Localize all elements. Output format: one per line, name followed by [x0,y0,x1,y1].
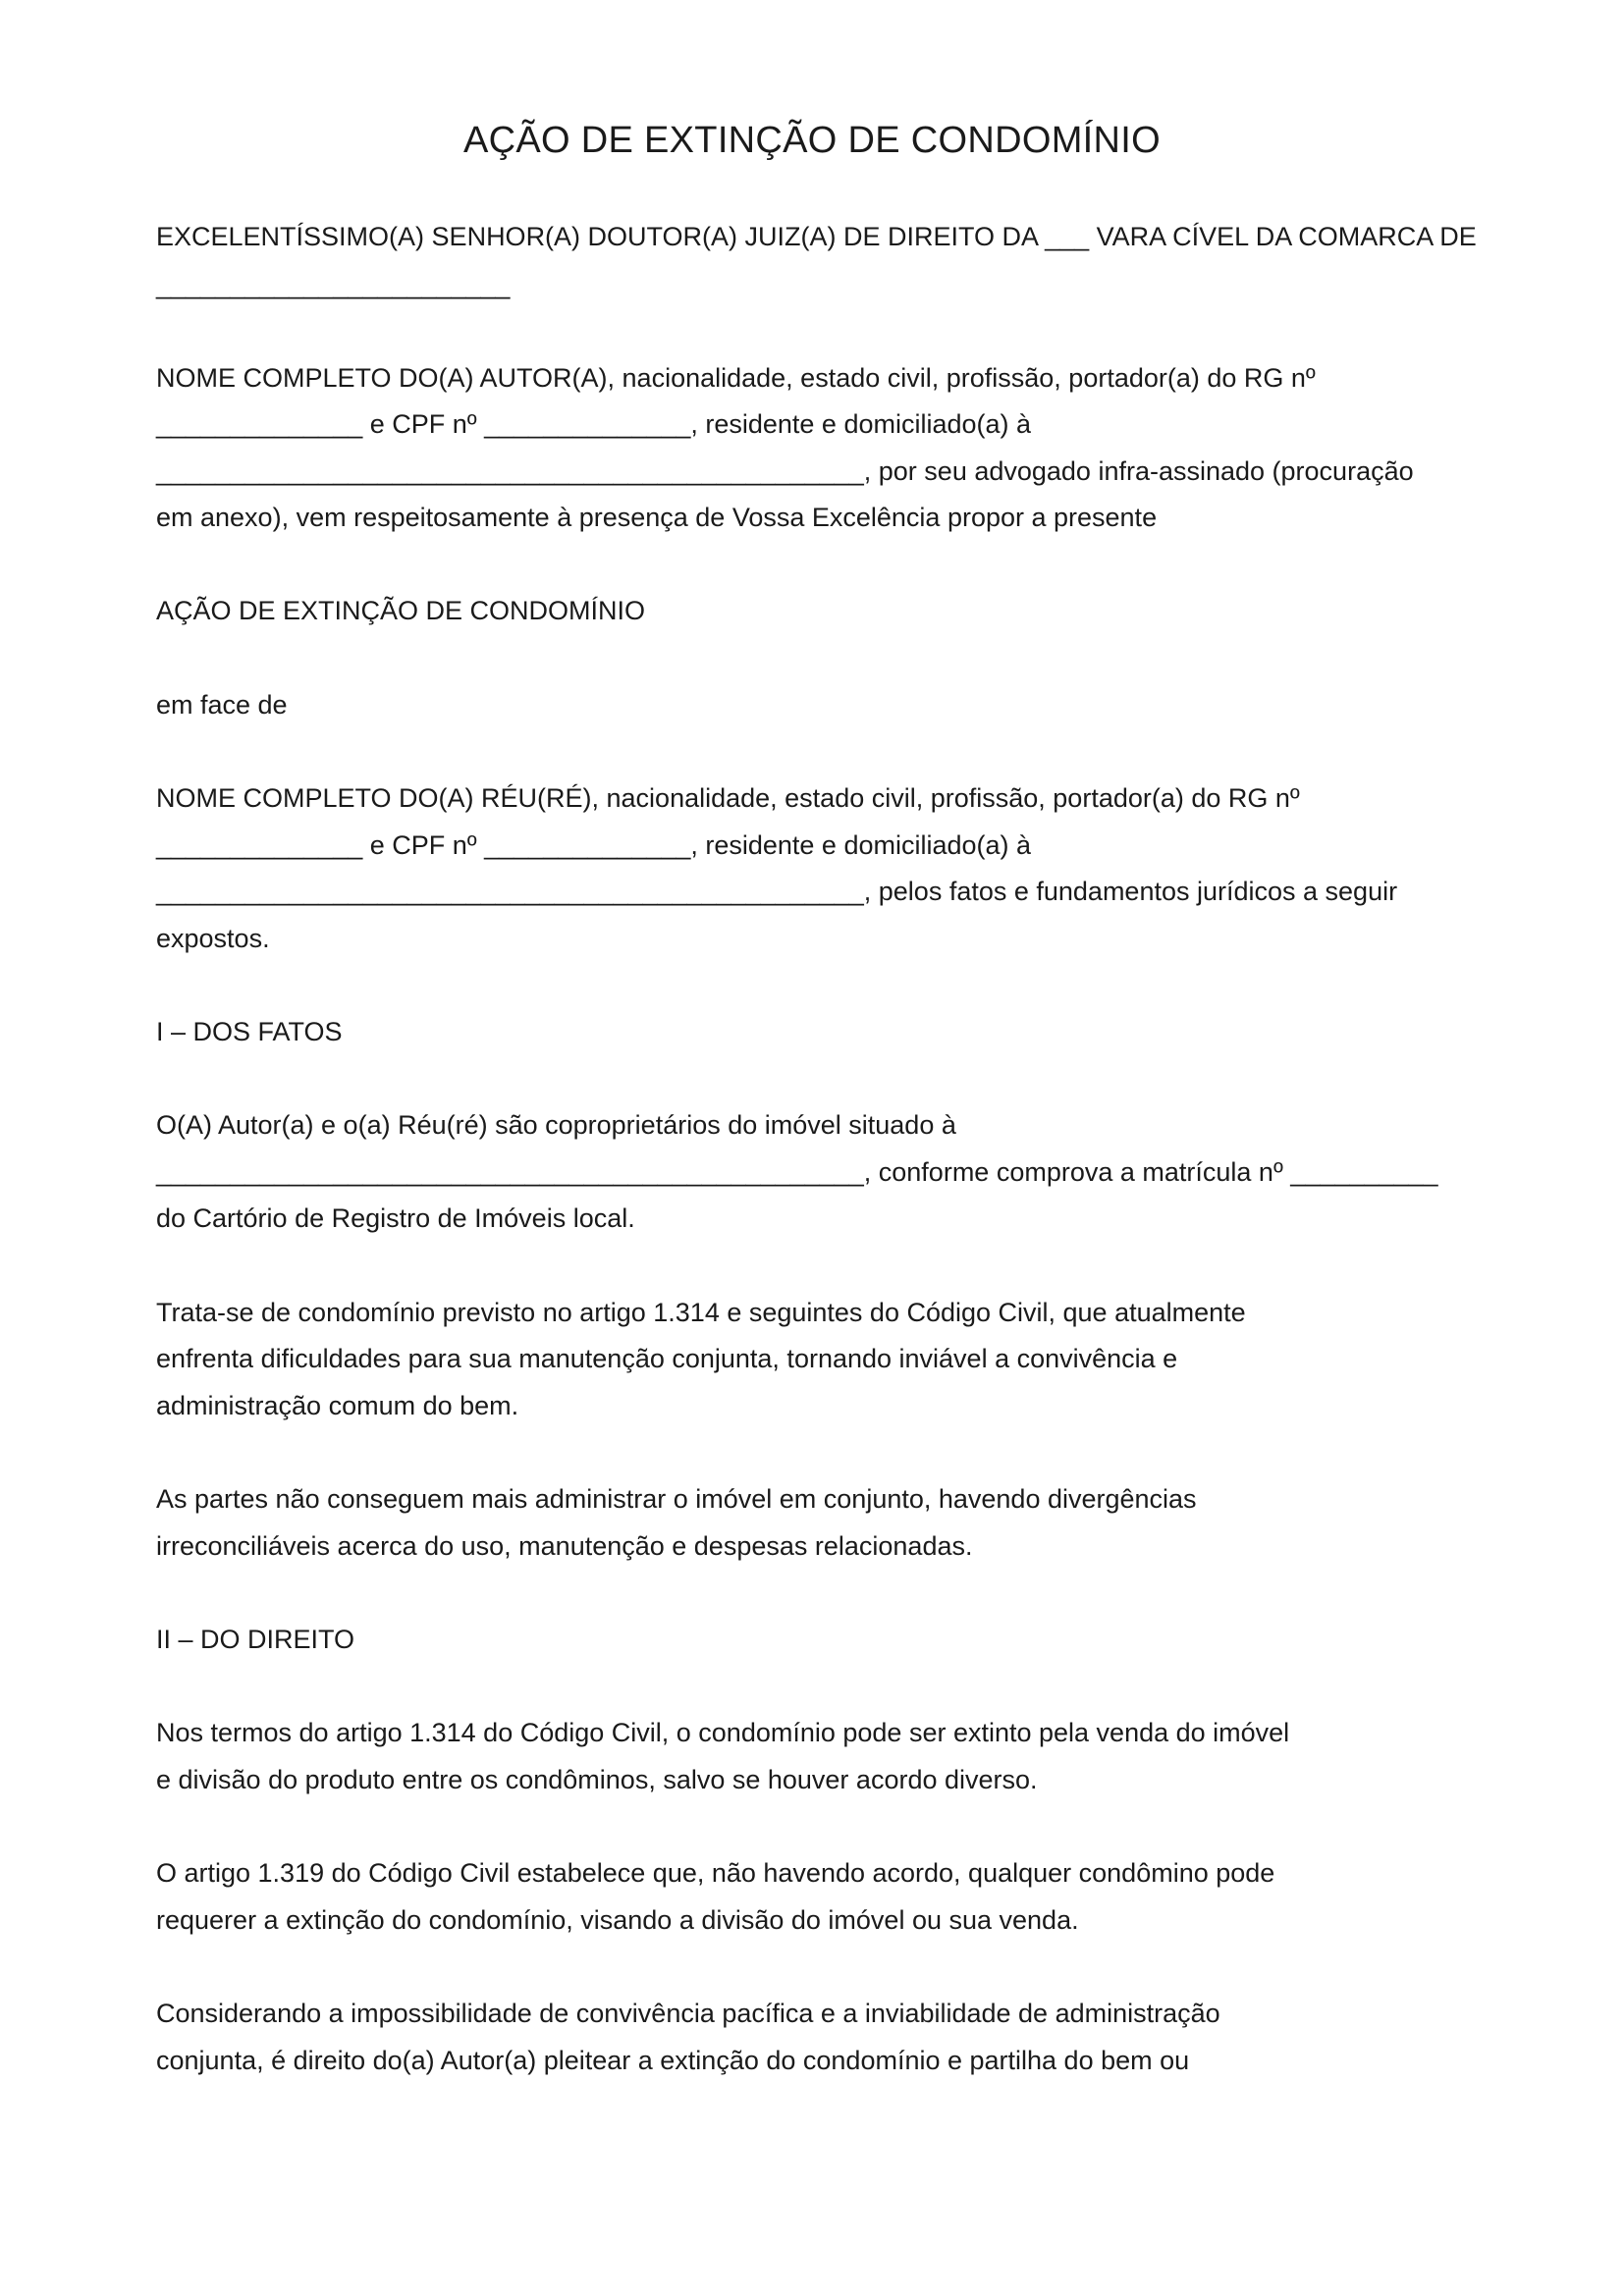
law-p1-line-1: Nos termos do artigo 1.314 do Código Civil, o condomínio pode ser extinto pela venda do imóvel [156,1718,1290,1747]
addressee-line-1: EXCELENTÍSSIMO(A) SENHOR(A) DOUTOR(A) JUIZ(A) DE DIREITO DA ___ VARA CÍVEL DA COMARCA DE [156,222,1477,251]
law-heading: II – DO DIREITO [156,1625,355,1654]
defendant-line-1: NOME COMPLETO DO(A) RÉU(RÉ), nacionalidade, estado civil, profissão, portador(a) do RG nº [156,783,1300,813]
facts-p2-line-3: administração comum do bem. [156,1391,519,1420]
facts-p3-line-2: irreconciliáveis acerca do uso, manutenção e despesas relacionadas. [156,1531,973,1561]
law-p1-line-2: e divisão do produto entre os condôminos, salvo se houver acordo diverso. [156,1765,1038,1794]
facts-p1-line-2: ________________________________________________, conforme comprova a matrícula nº __________ [156,1157,1438,1187]
defendant-line-3: ________________________________________________, pelos fatos e fundamentos jurídicos a seguir [156,877,1398,906]
law-p2-line-1: O artigo 1.319 do Código Civil estabelece que, não havendo acordo, qualquer condômino pode [156,1858,1275,1888]
facts-p2-line-2: enfrenta dificuldades para sua manutenção conjunta, tornando inviável a convivência e [156,1344,1178,1373]
document-title: AÇÃO DE EXTINÇÃO DE CONDOMÍNIO [463,120,1161,161]
plaintiff-line-2: ______________ e CPF nº ______________, residente e domiciliado(a) à [156,409,1032,439]
law-p2-line-2: requerer a extinção do condomínio, visando a divisão do imóvel ou sua venda. [156,1905,1079,1935]
plaintiff-line-4: em anexo), vem respeitosamente à presença de Vossa Excelência propor a presente [156,503,1158,532]
facts-heading: I – DOS FATOS [156,1017,343,1046]
defendant-line-4: expostos. [156,924,270,953]
facts-p1-line-3: do Cartório de Registro de Imóveis local. [156,1203,635,1233]
action-name: AÇÃO DE EXTINÇÃO DE CONDOMÍNIO [156,596,646,625]
facts-p2-line-1: Trata-se de condomínio previsto no artigo 1.314 e seguintes do Código Civil, que atualmente [156,1298,1246,1327]
against-text: em face de [156,690,288,720]
plaintiff-line-1: NOME COMPLETO DO(A) AUTOR(A), nacionalidade, estado civil, profissão, portador(a) do RG nº [156,363,1316,393]
plaintiff-line-3: ________________________________________________, por seu advogado infra-assinado (procuração [156,456,1414,486]
facts-p3-line-1: As partes não conseguem mais administrar o imóvel em conjunto, havendo divergências [156,1484,1197,1514]
defendant-line-2: ______________ e CPF nº ______________, residente e domiciliado(a) à [156,830,1032,860]
law-p3-line-2: conjunta, é direito do(a) Autor(a) pleitear a extinção do condomínio e partilha do bem ou [156,2046,1190,2075]
addressee-line-2: ________________________ [156,270,511,299]
facts-p1-line-1: O(A) Autor(a) e o(a) Réu(ré) são coproprietários do imóvel situado à [156,1110,956,1140]
law-p3-line-1: Considerando a impossibilidade de convivência pacífica e a inviabilidade de administração [156,1999,1220,2028]
